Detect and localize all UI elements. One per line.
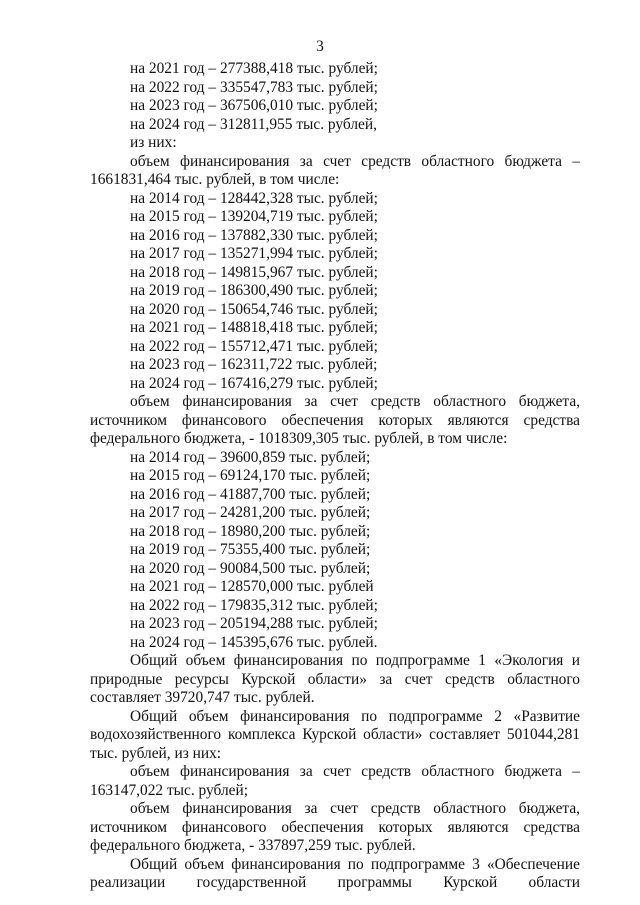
text-line: на 2018 год – 149815,967 тыс. рублей; [130,263,378,281]
text-line: на 2021 год – 148818,418 тыс. рублей; [130,319,378,336]
text-line: на 2014 год – 39600,859 тыс. рублей; [130,448,371,466]
text-line: объем финансирования за счет средств областного бюджета – [130,763,580,780]
text-line: составляет 39720,747 тыс. рублей. [90,689,315,706]
text-line: Общий объем финансирования по подпрограмме 3 «Обеспечение [130,855,580,873]
text-line: объем финансирования за счет средств областного бюджета – [130,152,580,170]
text-line: на 2022 год – 179835,312 тыс. рублей; [130,596,378,614]
text-line: федерального бюджета, - 1018309,305 тыс. рублей, в том числе: [90,430,508,447]
text-line: тыс. рублей, из них: [90,744,222,762]
text-line: федерального бюджета, - 337897,259 тыс. рублей. [90,837,416,854]
text-line: на 2017 год – 135271,994 тыс. рублей; [130,245,378,262]
text-line: на 2024 год – 312811,955 тыс. рублей, [130,115,377,133]
text-line: на 2019 год – 186300,490 тыс. рублей; [130,282,378,299]
text-line: природные ресурсы Курской области» за счет средств областного [90,670,580,688]
text-line: на 2020 год – 150654,746 тыс. рублей; [130,300,378,318]
text-line: на 2023 год – 367506,010 тыс. рублей; [130,97,378,114]
text-line: на 2019 год – 75355,400 тыс. рублей; [130,541,371,558]
text-line: источником финансового обеспечения которых являются средства [90,411,580,429]
text-line: Общий объем финансирования по подпрограмме 2 «Развитие [130,707,580,725]
text-line: на 2015 год – 139204,719 тыс. рублей; [130,208,378,225]
page-number: 3 [316,38,324,55]
text-line: на 2016 год – 41887,700 тыс. рублей; [130,485,371,503]
text-line: реализации государственной программы Курской области [90,874,580,891]
text-line: на 2020 год – 90084,500 тыс. рублей; [130,559,371,577]
text-line: на 2024 год – 167416,279 тыс. рублей; [130,374,378,392]
text-line: на 2014 год – 128442,328 тыс. рублей; [130,189,378,207]
text-line: объем финансирования за счет средств областного бюджета, [130,800,580,817]
text-line: на 2015 год – 69124,170 тыс. рублей; [130,467,371,484]
text-line: на 2016 год – 137882,330 тыс. рублей; [130,226,378,244]
text-line: на 2021 год – 128570,000 тыс. рублей [130,578,374,595]
text-line: из них: [130,134,177,151]
text-line: на 2024 год – 145395,676 тыс. рублей. [130,633,378,651]
text-line: 1661831,464 тыс. рублей, в том числе: [90,171,340,188]
text-line: Общий объем финансирования по подпрограмме 1 «Экология и [130,652,580,669]
text-line: на 2022 год – 335547,783 тыс. рублей; [130,78,378,96]
document-body [90,60,580,893]
text-line: источником финансового обеспечения которых являются средства [90,818,580,836]
text-line: водохозяйственного комплекса Курской области» составляет 501044,281 [90,726,580,743]
text-line: объем финансирования за счет средств областного бюджета, [130,393,580,410]
text-line: на 2021 год – 277388,418 тыс. рублей; [130,60,378,77]
text-line: на 2022 год – 155712,471 тыс. рублей; [130,337,378,355]
text-line: 163147,022 тыс. рублей; [90,781,249,799]
text-line: на 2023 год – 205194,288 тыс. рублей; [130,615,378,632]
text-line: на 2017 год – 24281,200 тыс. рублей; [130,504,371,521]
text-line: на 2023 год – 162311,722 тыс. рублей; [130,356,378,373]
text-line: на 2018 год – 18980,200 тыс. рублей; [130,522,371,540]
